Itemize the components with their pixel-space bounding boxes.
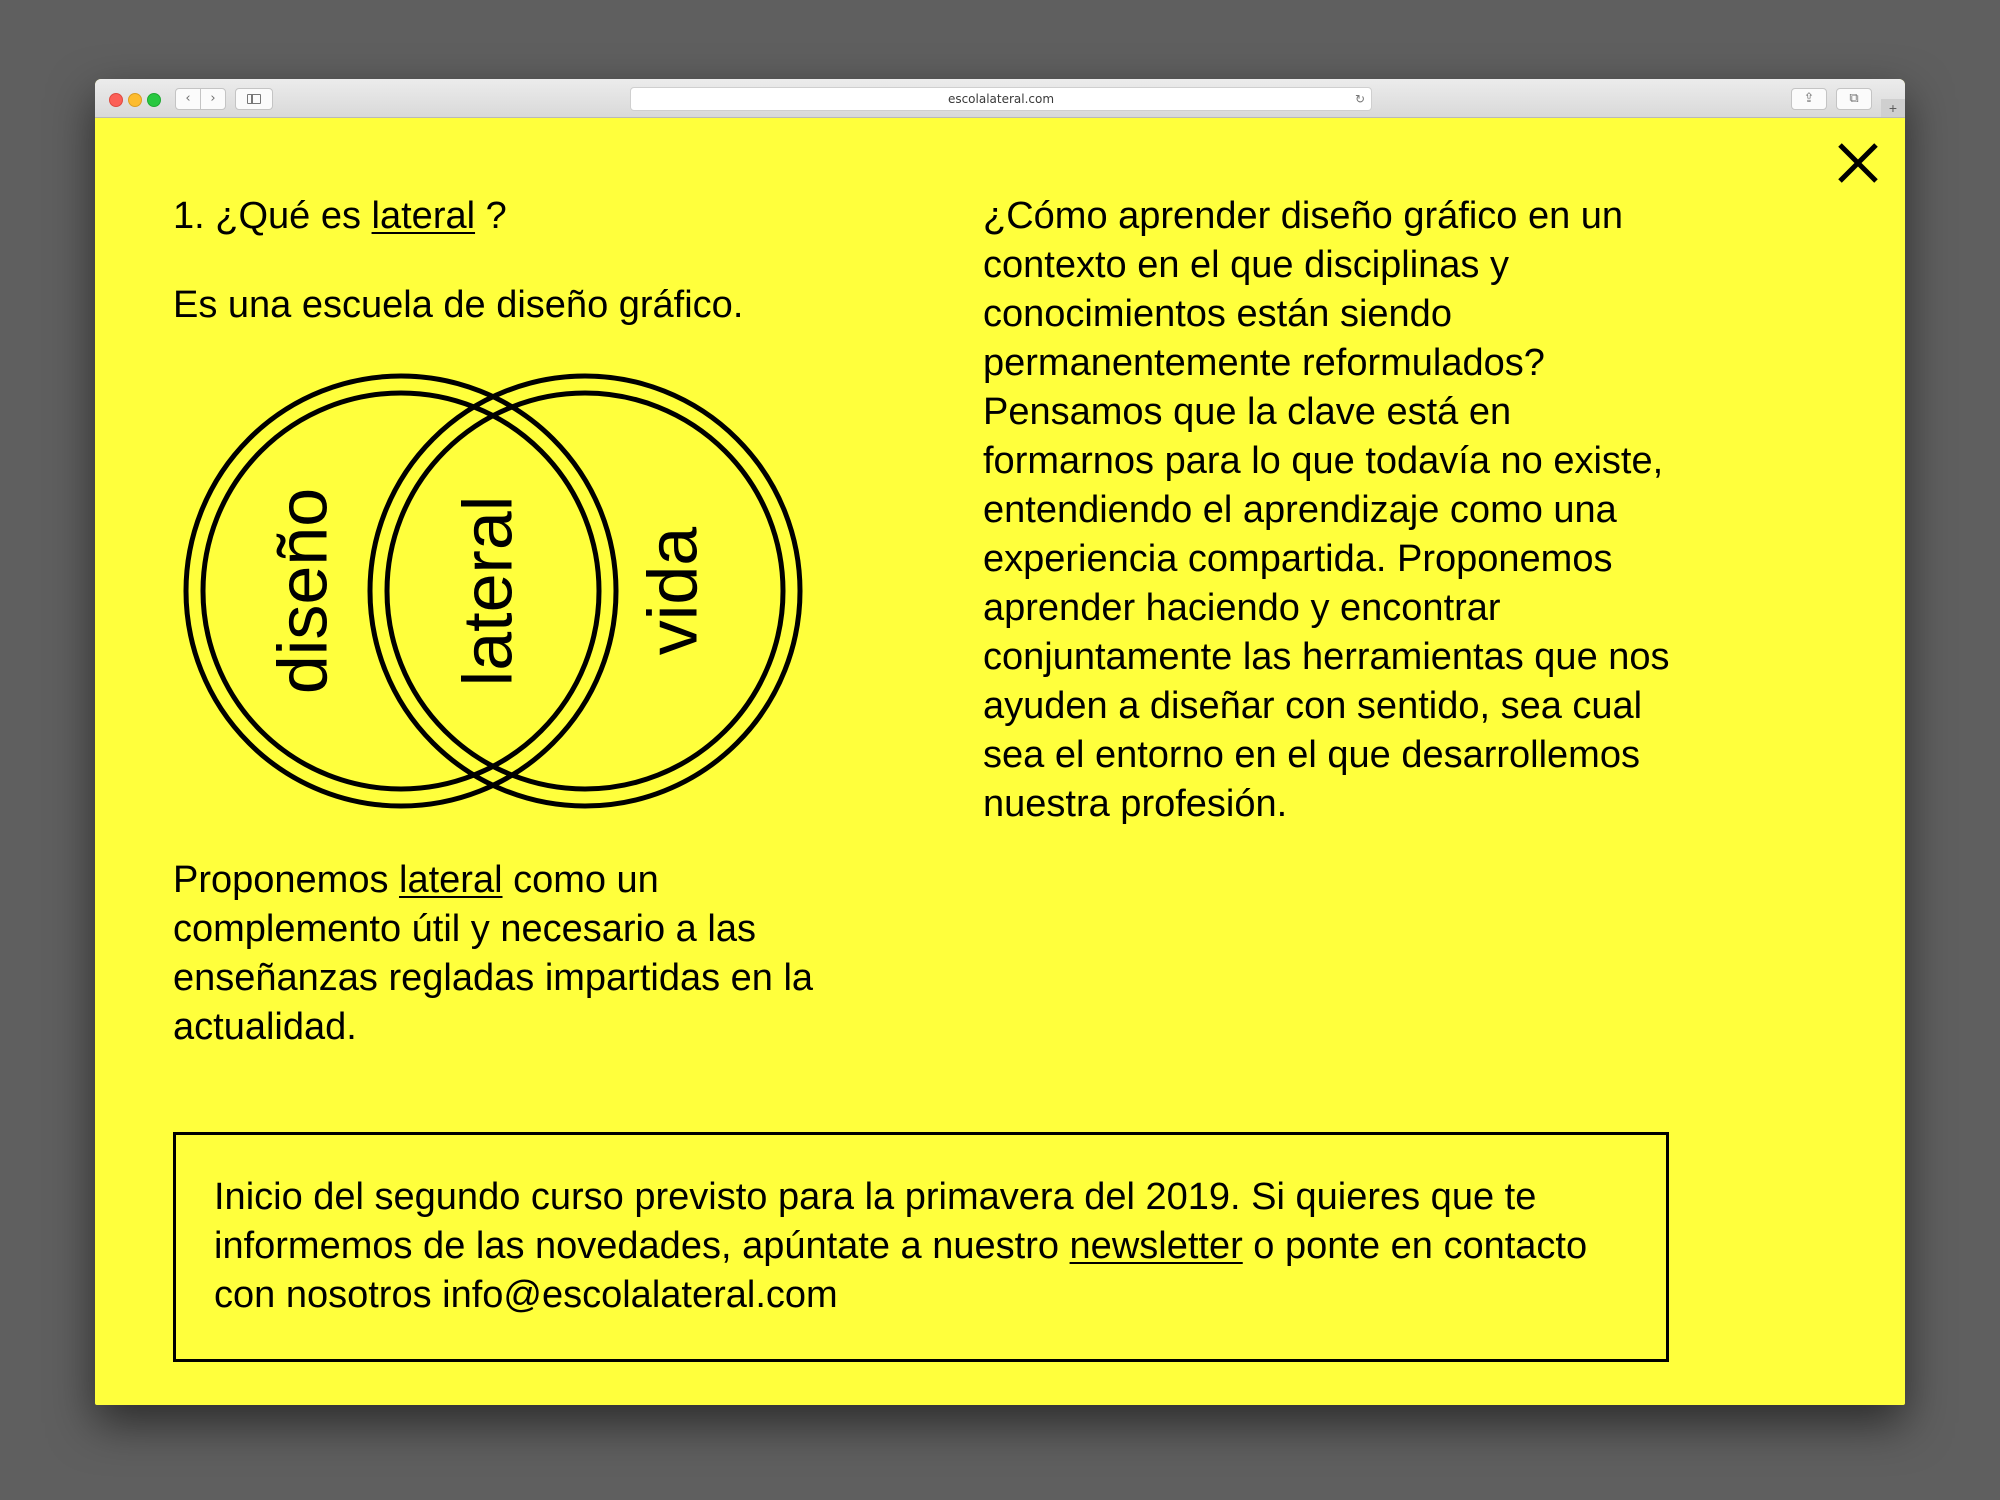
show-tabs-button[interactable] <box>1836 88 1872 110</box>
intro-text: Es una escuela de diseño gráfico. <box>173 284 744 326</box>
venn-right-outer-circle <box>370 376 800 806</box>
minimize-window-button[interactable] <box>128 93 142 107</box>
announcement-text <box>214 1173 1634 1320</box>
reload-icon[interactable]: ↻ <box>1354 92 1365 106</box>
venn-right-label: vida <box>633 526 712 656</box>
new-tab-button[interactable]: + <box>1881 99 1905 117</box>
address-bar[interactable] <box>630 87 1372 111</box>
venn-center-label: lateral <box>448 495 527 687</box>
venn-left-label: diseño <box>263 487 342 695</box>
proposal-text <box>173 856 863 1052</box>
venn-diagram <box>183 366 803 816</box>
browser-toolbar <box>95 79 1905 118</box>
newsletter-link[interactable]: newsletter <box>1069 1225 1243 1267</box>
tabs-icon: ⧉ <box>1849 91 1859 106</box>
venn-left-outer-circle <box>186 376 616 806</box>
announcement-prefix: Inicio del segundo curso previsto para la primavera del 2019. Si quieres que te informemos de las novedades, apúntate a nuestro <box>214 1176 1537 1267</box>
url-text: escolalateral.com <box>947 92 1055 106</box>
share-button[interactable] <box>1791 88 1827 110</box>
browser-window <box>95 79 1905 1405</box>
zoom-window-button[interactable] <box>147 93 161 107</box>
chevron-right-icon: › <box>210 91 216 106</box>
venn-right-inner-circle <box>387 393 783 789</box>
venn-left-inner-circle <box>203 393 599 789</box>
right-column-text: ¿Cómo aprender diseño gráfico en un contexto en el que disciplinas y conocimientos están siendo permanentemente reformulados? Pensamos que la clave está en formarnos para lo que todavía no existe, entendiendo el aprendizaje como una experiencia compartida. Proponemos aprender haciendo y encontrar conjuntamente las herramientas que nos ayuden a diseñar con sentido, sea cual sea el entorno en el que desarrollemos nuestra profesión. <box>983 195 1670 825</box>
announcement-box <box>173 1132 1669 1362</box>
announcement-suffix: o ponte en contacto con nosotros info@escolalateral.com <box>214 1225 1588 1316</box>
share-icon: ⇪ <box>1803 91 1815 106</box>
proposal-prefix: Proponemos <box>173 859 400 901</box>
proposal-suffix: como un complemento útil y necesario a las enseñanzas regladas impartidas en la actualidad. <box>173 859 814 1048</box>
back-button[interactable] <box>175 88 201 110</box>
lateral-link-inline[interactable]: lateral <box>399 859 503 901</box>
forward-button[interactable] <box>200 88 226 110</box>
title-suffix: ? <box>475 195 507 237</box>
page-title <box>173 192 507 241</box>
close-icon[interactable] <box>1828 133 1888 193</box>
chevron-left-icon: ‹ <box>185 91 191 106</box>
sidebar-icon <box>247 94 261 104</box>
close-window-button[interactable] <box>109 93 123 107</box>
sidebar-toggle-button[interactable] <box>235 88 273 110</box>
title-prefix: 1. ¿Qué es <box>173 195 372 237</box>
lateral-link[interactable]: lateral <box>371 195 476 237</box>
